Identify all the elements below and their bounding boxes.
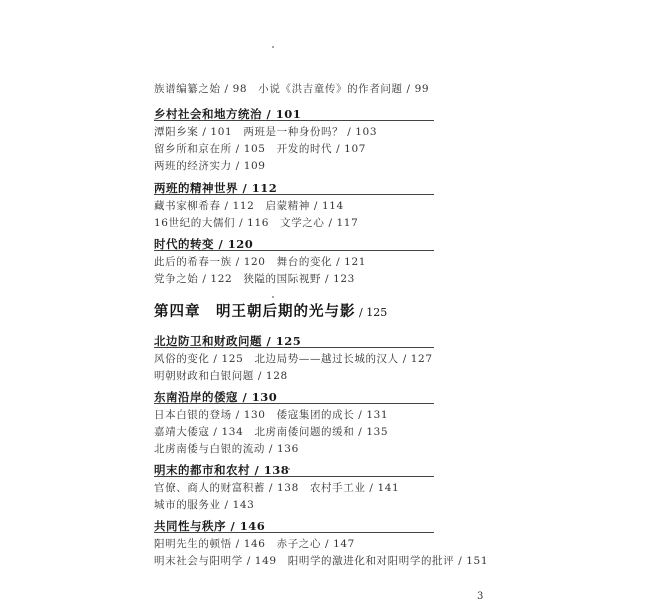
toc-entry-line: 北虏南倭与白银的流动 / 136 [154, 443, 299, 455]
page-number: 3 [477, 591, 484, 602]
section-rule [154, 194, 434, 195]
toc-entry-line: 明朝财政和白银问题 / 128 [154, 370, 288, 382]
section-heading: 共同性与秩序 / 146 [154, 519, 266, 533]
section-rule [154, 532, 434, 533]
toc-entry-line: 明末社会与阳明学 / 149 阳明学的激进化和对阳明学的批评 / 151 [154, 555, 489, 567]
section-heading: 北边防卫和财政问题 / 125 [154, 334, 302, 348]
section-rule [154, 250, 434, 251]
toc-entry-line: 官僚、商人的财富积蓄 / 138 农村手工业 / 141 [154, 482, 400, 494]
toc-entry-line: 16世纪的大儒们 / 116 文学之心 / 117 [154, 217, 359, 229]
chapter-page-number: / 125 [355, 306, 388, 319]
section-rule [154, 476, 434, 477]
section-rule [154, 403, 434, 404]
toc-entry-line: 潭阳乡案 / 101 两班是一种身份吗？ / 103 [154, 126, 378, 138]
toc-entry-line: 此后的希春一族 / 120 舞台的变化 / 121 [154, 256, 367, 268]
toc-entry-line: 日本白银的登场 / 130 倭寇集团的成长 / 131 [154, 409, 389, 421]
toc-entry-line: 两班的经济实力 / 109 [154, 160, 266, 172]
scan-speck [272, 46, 274, 48]
chapter-title: 第四章 明王朝后期的光与影 [154, 303, 356, 320]
toc-entry-line: 党争之始 / 122 狭隘的国际视野 / 123 [154, 273, 355, 285]
chapter-heading [154, 300, 387, 321]
section-rule [154, 347, 434, 348]
section-heading: 东南沿岸的倭寇 / 130 [154, 390, 278, 404]
toc-entry-line: 藏书家柳希春 / 112 启蒙精神 / 114 [154, 200, 344, 212]
toc-entry-line: 风俗的变化 / 125 北边局势——越过长城的汉人 / 127 [154, 353, 433, 365]
toc-entry-line: 留乡所和京在所 / 105 开发的时代 / 107 [154, 143, 367, 155]
toc-entry-line: 嘉靖大倭寇 / 134 北虏南倭问题的缓和 / 135 [154, 426, 389, 438]
toc-entry-line: 阳明先生的顿悟 / 146 赤子之心 / 147 [154, 538, 355, 550]
section-rule [154, 120, 434, 121]
section-heading: 乡村社会和地方统治 / 101 [154, 107, 302, 121]
toc-entry-line: 族谱编纂之始 / 98 小说《洪吉童传》的作者问题 / 99 [154, 83, 430, 95]
section-heading: 时代的转变 / 120 [154, 237, 254, 251]
section-heading: 明末的都市和农村 / 138 [154, 463, 290, 477]
scan-speck [272, 296, 274, 298]
section-heading: 两班的精神世界 / 112 [154, 181, 278, 195]
toc-entry-line: 城市的服务业 / 143 [154, 499, 255, 511]
